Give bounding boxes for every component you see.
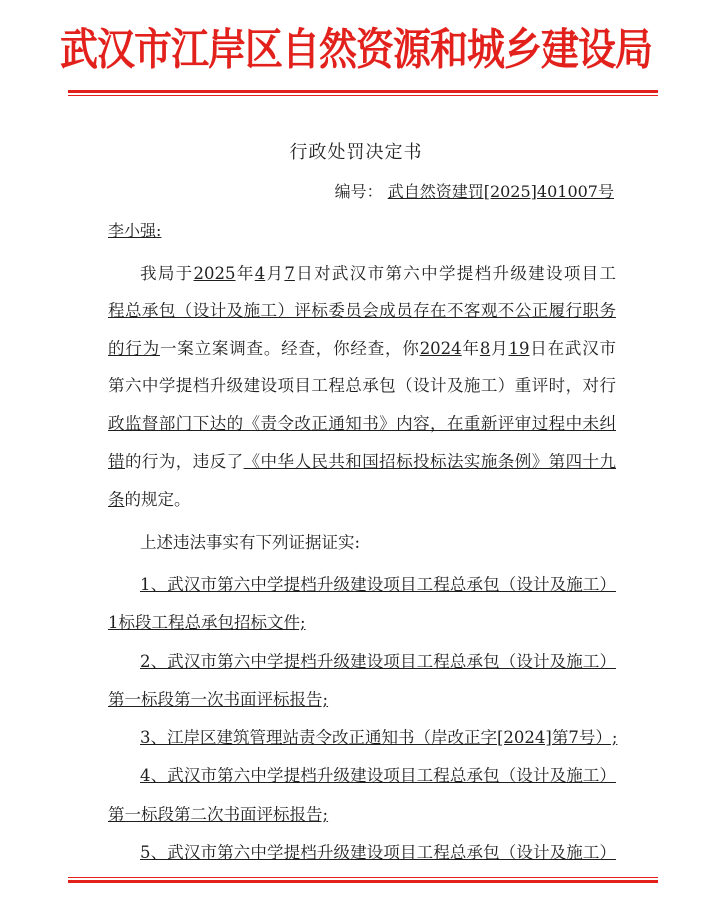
issuing-authority-header: 武汉市江岸区自然资源和城乡建设局	[59, 23, 652, 75]
evidence-item-1-cont: 1标段工程总承包招标文件;	[108, 613, 306, 632]
addressee: 李小强:	[108, 221, 162, 240]
footer-rule	[68, 877, 658, 883]
document-title: 行政处罚决定书	[289, 142, 423, 163]
document-number	[335, 179, 614, 202]
evidence-item-1: 1、武汉市第六中学提档升级建设项目工程总承包（设计及施工）	[140, 575, 616, 594]
evidence-intro: 上述违法事实有下列证据证实:	[140, 533, 361, 552]
body-line-1: 我局于2025年4月7日对武汉市第六中学提档升级建设项目工	[140, 264, 617, 283]
evidence-item-4-cont: 第一标段第二次书面评标报告;	[108, 805, 329, 824]
body-line-3: 的行为一案立案调查。经查，你经查，你2024年8月19日在武汉市	[108, 339, 617, 358]
body-line-6: 错的行为，违反了《中华人民共和国招标投标法实施条例》第四十九	[108, 452, 617, 471]
document-number-label: 编号：	[334, 182, 383, 201]
evidence-item-5: 5、武汉市第六中学提档升级建设项目工程总承包（设计及施工）	[140, 843, 616, 862]
body-line-4: 第六中学提档升级建设项目工程总承包（设计及施工）重评时，对行	[108, 376, 616, 395]
header-rule	[68, 90, 658, 96]
evidence-item-2: 2、武汉市第六中学提档升级建设项目工程总承包（设计及施工）	[140, 652, 616, 671]
body-line-2: 程总承包（设计及施工）评标委员会成员存在不客观不公正履行职务	[108, 301, 616, 320]
evidence-item-3: 3、江岸区建筑管理站责令改正通知书（岸改正字[2024]第7号）;	[140, 728, 618, 747]
document-number-value: 武自然资建罚[2025]401007号	[387, 182, 614, 201]
body-line-5: 政监督部门下达的《责令改正通知书》内容，在重新评审过程中未纠	[108, 414, 616, 433]
body-line-7: 条的规定。	[108, 490, 191, 509]
evidence-item-4: 4、武汉市第六中学提档升级建设项目工程总承包（设计及施工）	[140, 766, 616, 785]
evidence-item-2-cont: 第一标段第一次书面评标报告;	[108, 690, 329, 709]
